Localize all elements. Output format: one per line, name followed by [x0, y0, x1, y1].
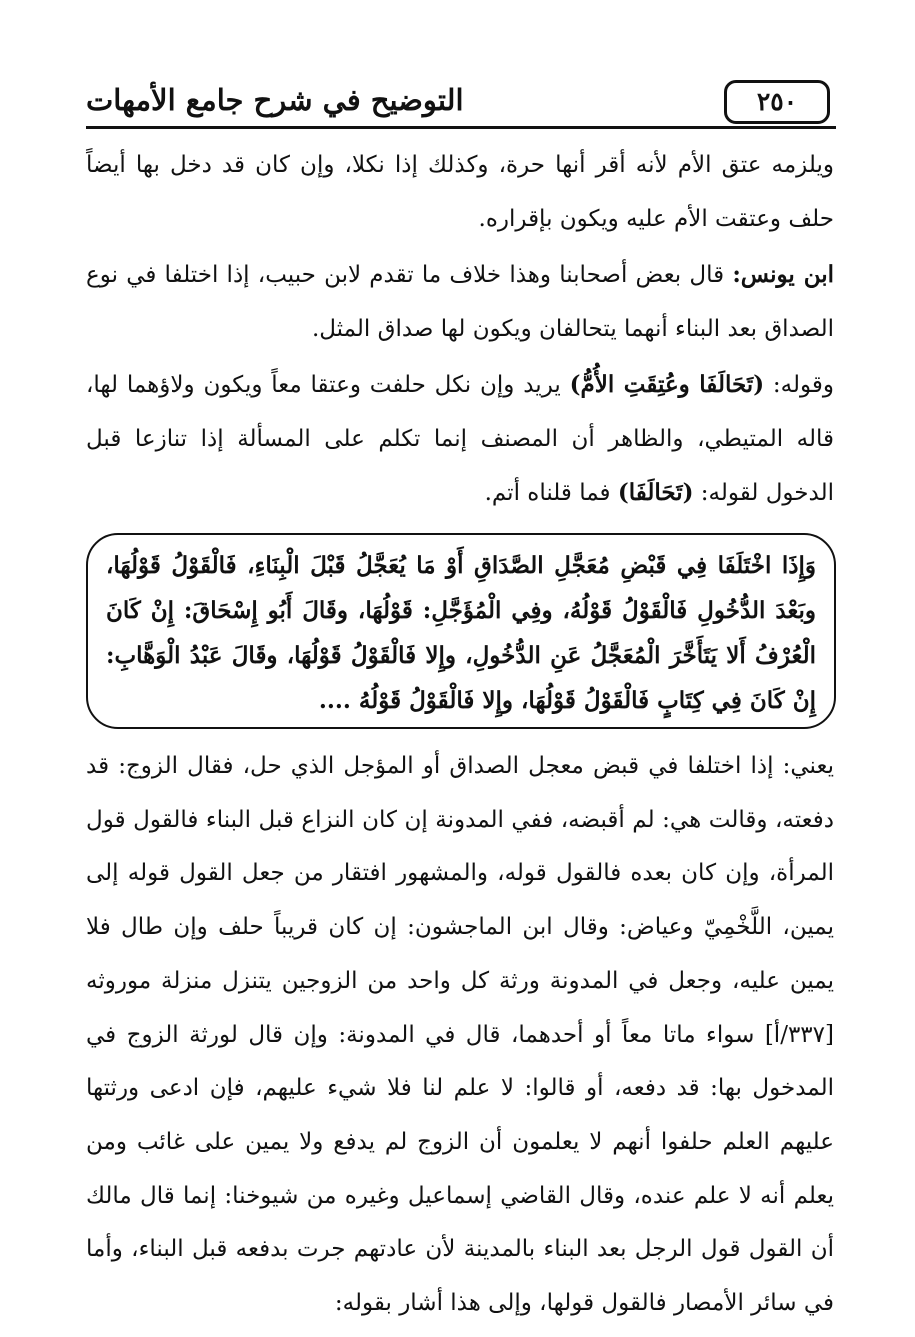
paragraph-3-middle: يريد وإن نكل حلفت وعتقا معاً ويكون ولاؤهما لها، قاله المتيطي، والظاهر أن المصنف إنما تكلم على المسألة إذا تنازعا قبل الدخول لقوله:: [86, 372, 834, 506]
paragraph-3: [86, 358, 834, 520]
page-number: ٢٥٠: [724, 80, 830, 124]
commentary-text: [86, 740, 834, 1331]
paragraph-3-quote: (تَحَالَفَا وعُتِقَتِ الأُمُّ): [569, 371, 765, 398]
paragraph-2-lead: ابن يونس:: [732, 261, 834, 288]
paragraph-2-text: قال بعض أصحابنا وهذا خلاف ما تقدم لابن حبيب، إذا اختلفا في نوع الصداق بعد البناء أنهما يتحالفان ويكون لها صداق المثل.: [86, 262, 834, 342]
matn-text: وَإِذَا اخْتَلَفَا فِي قَبْضِ مُعَجَّلِ الصَّدَاقِ أَوْ مَا يُعَجَّلُ قَبْلَ الْبِنَاءِ، فَالْقَوْلُ قَوْلُهَا، وبَعْدَ الدُّخُولِ فَالْقَوْلُ قَوْلُهُ، وفِي الْمُؤَجَّلِ: قَوْلُهَا، وقَالَ أَبُو إِسْحَاقَ: إِنْ كَانَ الْعُرْفُ أَلا يَتَأَخَّرَ الْمُعَجَّلُ عَنِ الدُّخُولِ، وإِلا فَالْقَوْلُ قَوْلُهَا، وقَالَ عَبْدُ الْوَهَّابِ: إِنْ كَانَ فِي كِتَابٍ فَالْقَوْلُ قَوْلُهَا، وإِلا فَالْقَوْلُ قَوْلُهُ ....: [106, 552, 817, 714]
paragraph-3-before: وقوله:: [764, 372, 834, 398]
running-header: [86, 68, 836, 129]
paragraph-1-text: ويلزمه عتق الأم لأنه أقر أنها حرة، وكذلك إذا نكلا، وإن كان قد دخل بها أيضاً حلف وعتقت الأم عليه ويكون بإقراره.: [86, 152, 834, 232]
paragraph-1: [86, 138, 834, 246]
paragraph-2: [86, 248, 834, 356]
paragraph-3-after: فما قلناه أتم.: [484, 480, 618, 506]
upper-text: [86, 138, 834, 522]
matn-box: [86, 533, 836, 729]
paragraph-3-quote2: (تَحَالَفَا): [617, 479, 694, 506]
commentary-paragraph: يعني: إذا اختلفا في قبض معجل الصداق أو المؤجل الذي حل، فقال الزوج: قد دفعته، وقالت هي: لم أقبضه، ففي المدونة إن كان النزاع قبل البناء فالقول قول المرأة، وإن كان بعده فالقول قوله، والمشهور افتقار من جعل القول قوله إلى يمين، اللَّخْمِيّ وعياض: وقال ابن الماجشون: إن كان قريباً حلف وإن طال فلا يمين عليه، وجعل في المدونة ورثة كل واحد من الزوجين يتنزل منزلة موروثه [٣٣٧/أ] سواء ماتا معاً أو أحدهما، قال في المدونة: وإن قال لورثة الزوج في المدخول بها: قد دفعه، أو قالوا: لا علم لنا فلا شيء عليهم، فإن ادعى ورثتها عليهم العلم حلفوا أنهم لا يعلمون أن الزوج لم يدفع ولا يمين على غائب ومن يعلم أنه لا علم عنده، وقال القاضي إسماعيل وغيره من شيوخنا: إنما قال مالك أن القول قول الرجل بعد البناء بالمدينة لأن عادتهم جرت بدفعه قبل البناء، وأما في سائر الأمصار فالقول قولها، وإلى هذا أشار بقوله:: [86, 753, 834, 1317]
running-title: التوضيح في شرح جامع الأمهات: [86, 83, 464, 117]
